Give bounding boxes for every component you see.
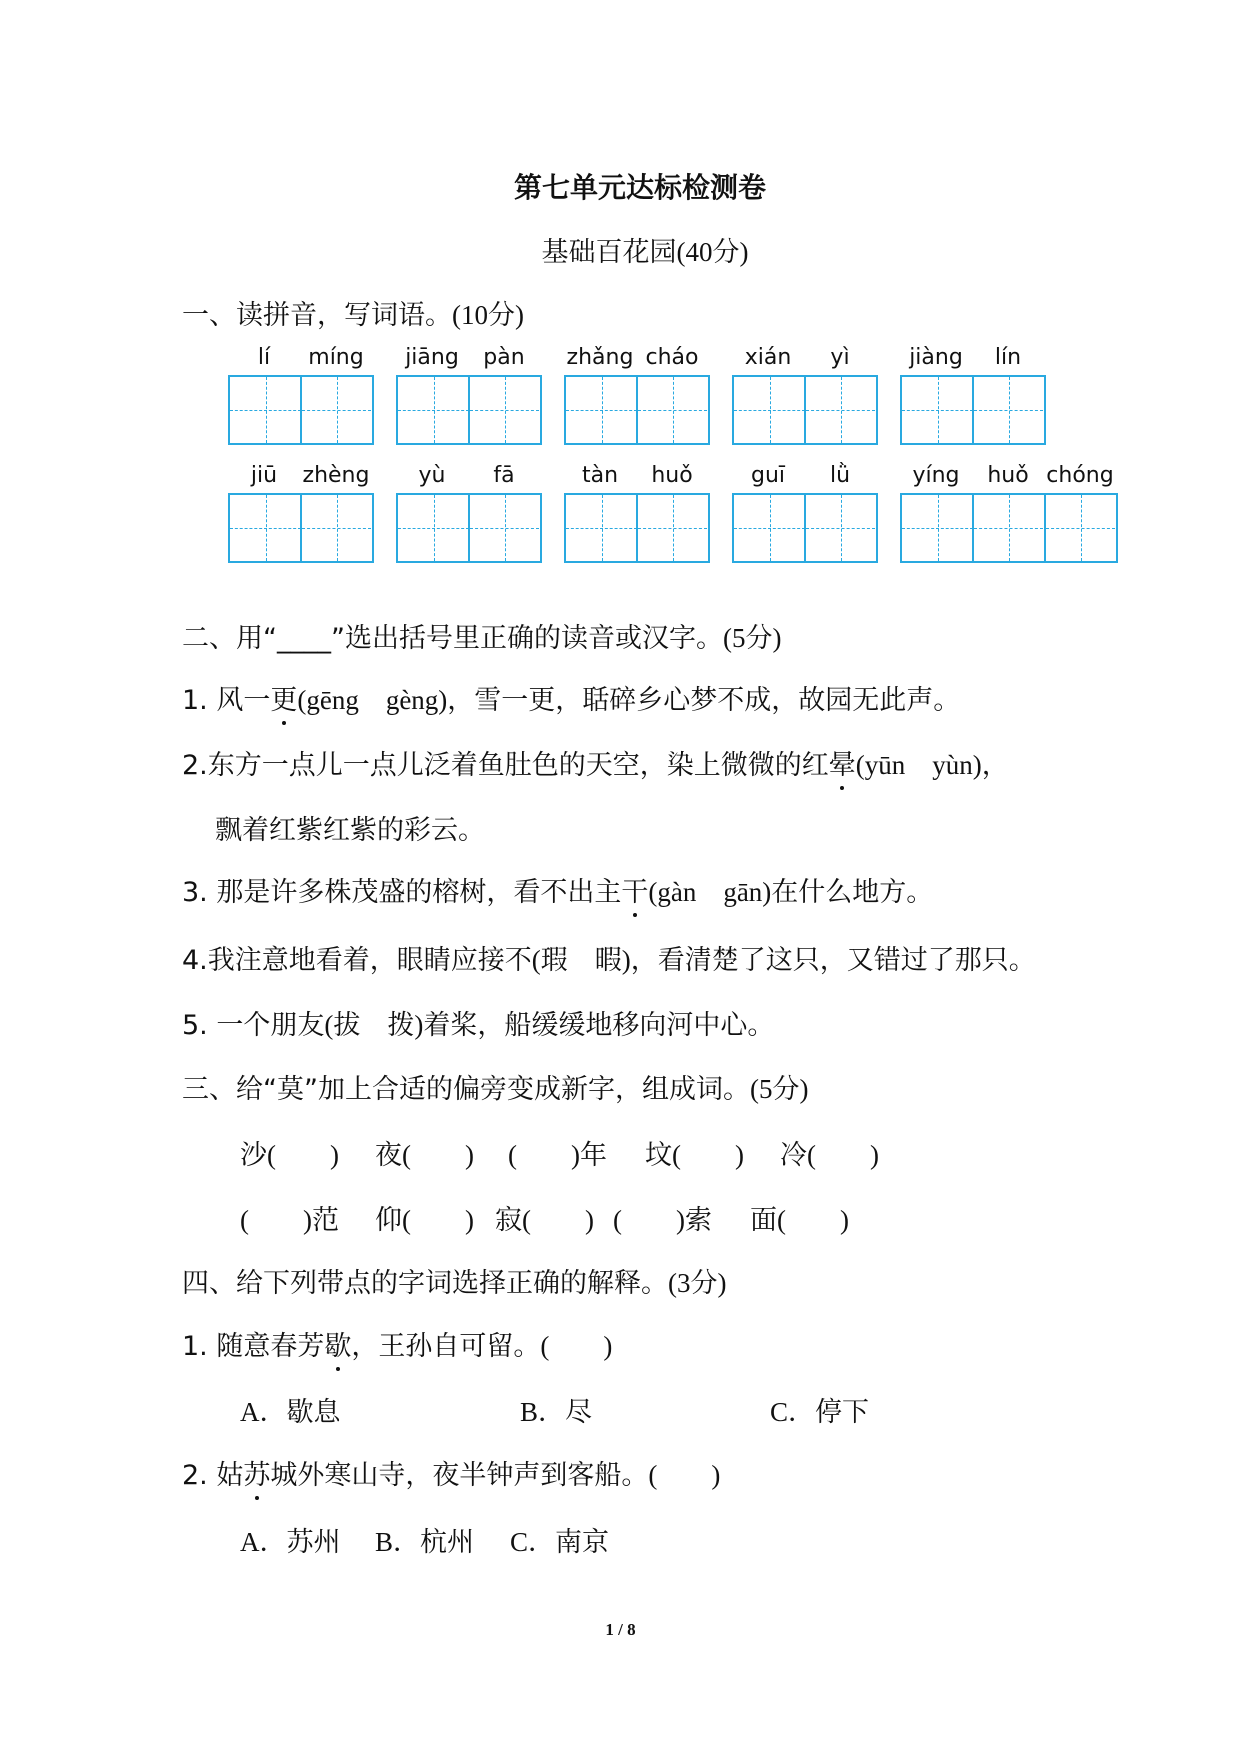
writing-cell[interactable] (902, 377, 973, 443)
fill-item[interactable]: 夜( ) (375, 1140, 474, 1170)
guide-line (566, 410, 637, 411)
question-line (182, 1453, 720, 1492)
guide-line (638, 528, 707, 529)
section2-heading (182, 616, 781, 655)
guide-line (230, 410, 301, 411)
question-number: 1. (182, 685, 217, 716)
guide-line (566, 528, 637, 529)
question-line (182, 743, 1009, 782)
page-subtitle: 基础百花园(40分) (541, 237, 749, 267)
heading-text: 四、给下列带点的字词选择正确的解释。 (182, 1268, 668, 1299)
option-b[interactable]: B．杭州 (375, 1527, 475, 1557)
fill-item[interactable]: ( )范 (240, 1205, 339, 1235)
pinyin-label: fā (493, 463, 515, 488)
question-number: 2. (182, 1460, 217, 1491)
tianzige-writing-box[interactable] (900, 493, 1118, 563)
writing-cell[interactable] (636, 495, 707, 561)
fill-item[interactable]: ( )索 (613, 1205, 712, 1235)
tianzige-writing-box[interactable] (228, 493, 374, 563)
fill-item[interactable]: ( )年 (508, 1140, 607, 1170)
option-b[interactable]: B．尽 (520, 1397, 593, 1427)
pinyin-label: guī (750, 463, 786, 488)
guide-line (974, 528, 1043, 529)
text-segment: (yūn yùn)， (855, 750, 1009, 780)
question-line (215, 808, 485, 847)
fill-item[interactable]: 冷( ) (780, 1140, 879, 1170)
fill-item[interactable]: 寂( ) (495, 1205, 594, 1235)
heading-text: 二、用“____”选出括号里正确的读音或汉字。 (182, 623, 723, 654)
pinyin-label: lǜ (829, 463, 851, 488)
option-c[interactable]: C．停下 (770, 1397, 870, 1427)
pinyin-label: tàn (581, 463, 619, 488)
question-line (182, 1003, 774, 1042)
guide-line (230, 528, 301, 529)
pinyin-label: huǒ (651, 463, 693, 488)
guide-line (734, 528, 805, 529)
section4-heading (182, 1261, 726, 1300)
dotted-character: 苏 (243, 1453, 270, 1492)
writing-cell[interactable] (398, 495, 469, 561)
question-number: 4. (182, 945, 208, 976)
text-segment: 随意春芳 (216, 1331, 325, 1361)
guide-line (398, 410, 469, 411)
section3-heading (182, 1067, 808, 1106)
writing-cell[interactable] (230, 495, 301, 561)
text-segment: 城外寒山寺，夜半钟声到客船。( ) (270, 1460, 721, 1490)
tianzige-writing-box[interactable] (396, 375, 542, 445)
writing-cell[interactable] (230, 377, 301, 443)
question-number: 5. (182, 1010, 217, 1041)
guide-line (902, 410, 973, 411)
writing-cell[interactable] (468, 495, 539, 561)
guide-line (1046, 528, 1115, 529)
heading-text: 三、给“莫”加上合适的偏旁变成新字，组成词。 (182, 1074, 750, 1105)
writing-cell[interactable] (972, 377, 1043, 443)
guide-line (902, 528, 973, 529)
fill-item[interactable]: 沙( ) (240, 1140, 339, 1170)
question-number: 2. (182, 750, 208, 781)
writing-cell[interactable] (398, 377, 469, 443)
writing-cell[interactable] (734, 377, 805, 443)
text-segment: (gàn gān)在什么地方。 (648, 877, 934, 907)
tianzige-writing-box[interactable] (900, 375, 1046, 445)
pinyin-label: huǒ (987, 463, 1029, 488)
guide-line (734, 410, 805, 411)
dotted-character: 晕 (829, 743, 856, 782)
guide-line (302, 410, 371, 411)
pinyin-label: yù (418, 463, 446, 488)
pinyin-label: zhǎng (566, 345, 634, 370)
option-a[interactable]: A．苏州 (240, 1527, 341, 1557)
guide-line (806, 528, 875, 529)
text-segment: ，王孙自可留。( ) (351, 1331, 613, 1361)
writing-cell[interactable] (972, 495, 1043, 561)
writing-cell[interactable] (566, 377, 637, 443)
writing-cell[interactable] (1044, 495, 1115, 561)
pinyin-label: yíng (912, 463, 960, 488)
tianzige-writing-box[interactable] (732, 493, 878, 563)
dotted-character: 干 (621, 870, 648, 909)
tianzige-writing-box[interactable] (396, 493, 542, 563)
writing-cell[interactable] (734, 495, 805, 561)
pinyin-label: yì (830, 345, 850, 370)
pinyin-label: jiàng (909, 345, 963, 370)
guide-line (470, 410, 539, 411)
text-segment: 风一 (216, 685, 271, 715)
writing-cell[interactable] (804, 495, 875, 561)
pinyin-label: zhèng (302, 463, 370, 488)
guide-line (806, 410, 875, 411)
guide-line (302, 528, 371, 529)
tianzige-writing-box[interactable] (732, 375, 878, 445)
pinyin-label: chóng (1046, 463, 1114, 488)
writing-cell[interactable] (468, 377, 539, 443)
question-line (182, 678, 960, 717)
question-line (182, 938, 1036, 977)
guide-line (470, 528, 539, 529)
writing-cell[interactable] (300, 377, 371, 443)
writing-cell[interactable] (566, 495, 637, 561)
dotted-character: 更 (270, 678, 297, 717)
writing-cell[interactable] (300, 495, 371, 561)
heading-score: (5分) (722, 623, 782, 653)
writing-cell[interactable] (636, 377, 707, 443)
page-title: 第七单元达标检测卷 (513, 171, 766, 204)
pinyin-label: míng (308, 345, 364, 370)
guide-line (638, 410, 707, 411)
text-segment: 那是许多株茂盛的榕树，看不出主 (216, 877, 622, 907)
tianzige-writing-box[interactable] (564, 493, 710, 563)
option-c[interactable]: C．南京 (510, 1527, 610, 1557)
text-segment: 我注意地看着，眼睛应接不(瑕 暇)，看清楚了这只，又错过了那只。 (207, 945, 1036, 975)
writing-cell[interactable] (804, 377, 875, 443)
pinyin-label: xián (744, 345, 792, 370)
heading-score: (5分) (749, 1074, 809, 1104)
tianzige-writing-box[interactable] (564, 375, 710, 445)
pinyin-label: cháo (645, 345, 699, 370)
question-line (182, 1324, 612, 1363)
text-segment: 一个朋友(拔 拨)着桨，船缓缓地移向河中心。 (216, 1010, 775, 1040)
fill-item[interactable]: 坟( ) (645, 1140, 744, 1170)
question-number: 1. (182, 1331, 217, 1362)
pinyin-label: lín (994, 345, 1022, 370)
page-number: 1 / 8 (605, 1620, 636, 1639)
question-number: 3. (182, 877, 217, 908)
pinyin-label: pàn (483, 345, 525, 370)
writing-cell[interactable] (902, 495, 973, 561)
option-a[interactable]: A．歇息 (240, 1397, 341, 1427)
pinyin-label: lí (257, 345, 271, 370)
heading-score: (3分) (668, 1268, 727, 1298)
guide-line (398, 528, 469, 529)
question-line (182, 870, 933, 909)
text-segment: 姑 (216, 1460, 244, 1490)
tianzige-writing-box[interactable] (228, 375, 374, 445)
section1-heading (182, 293, 524, 332)
text-segment: 东方一点儿一点儿泛着鱼肚色的天空，染上微微的红 (207, 750, 829, 780)
text-segment: (gēng gèng)，雪一更，聒碎乡心梦不成，故园无此声。 (297, 685, 961, 715)
pinyin-label: jiū (250, 463, 278, 488)
pinyin-label: jiāng (405, 345, 459, 370)
heading-text: 一、读拼音，写词语。 (182, 300, 452, 331)
text-segment: 飘着红紫红紫的彩云。 (215, 815, 485, 845)
fill-item[interactable]: 面( ) (750, 1205, 849, 1235)
dotted-character: 歇 (324, 1324, 351, 1363)
fill-item[interactable]: 仰( ) (375, 1205, 474, 1235)
heading-score: (10分) (452, 300, 524, 330)
guide-line (974, 410, 1043, 411)
